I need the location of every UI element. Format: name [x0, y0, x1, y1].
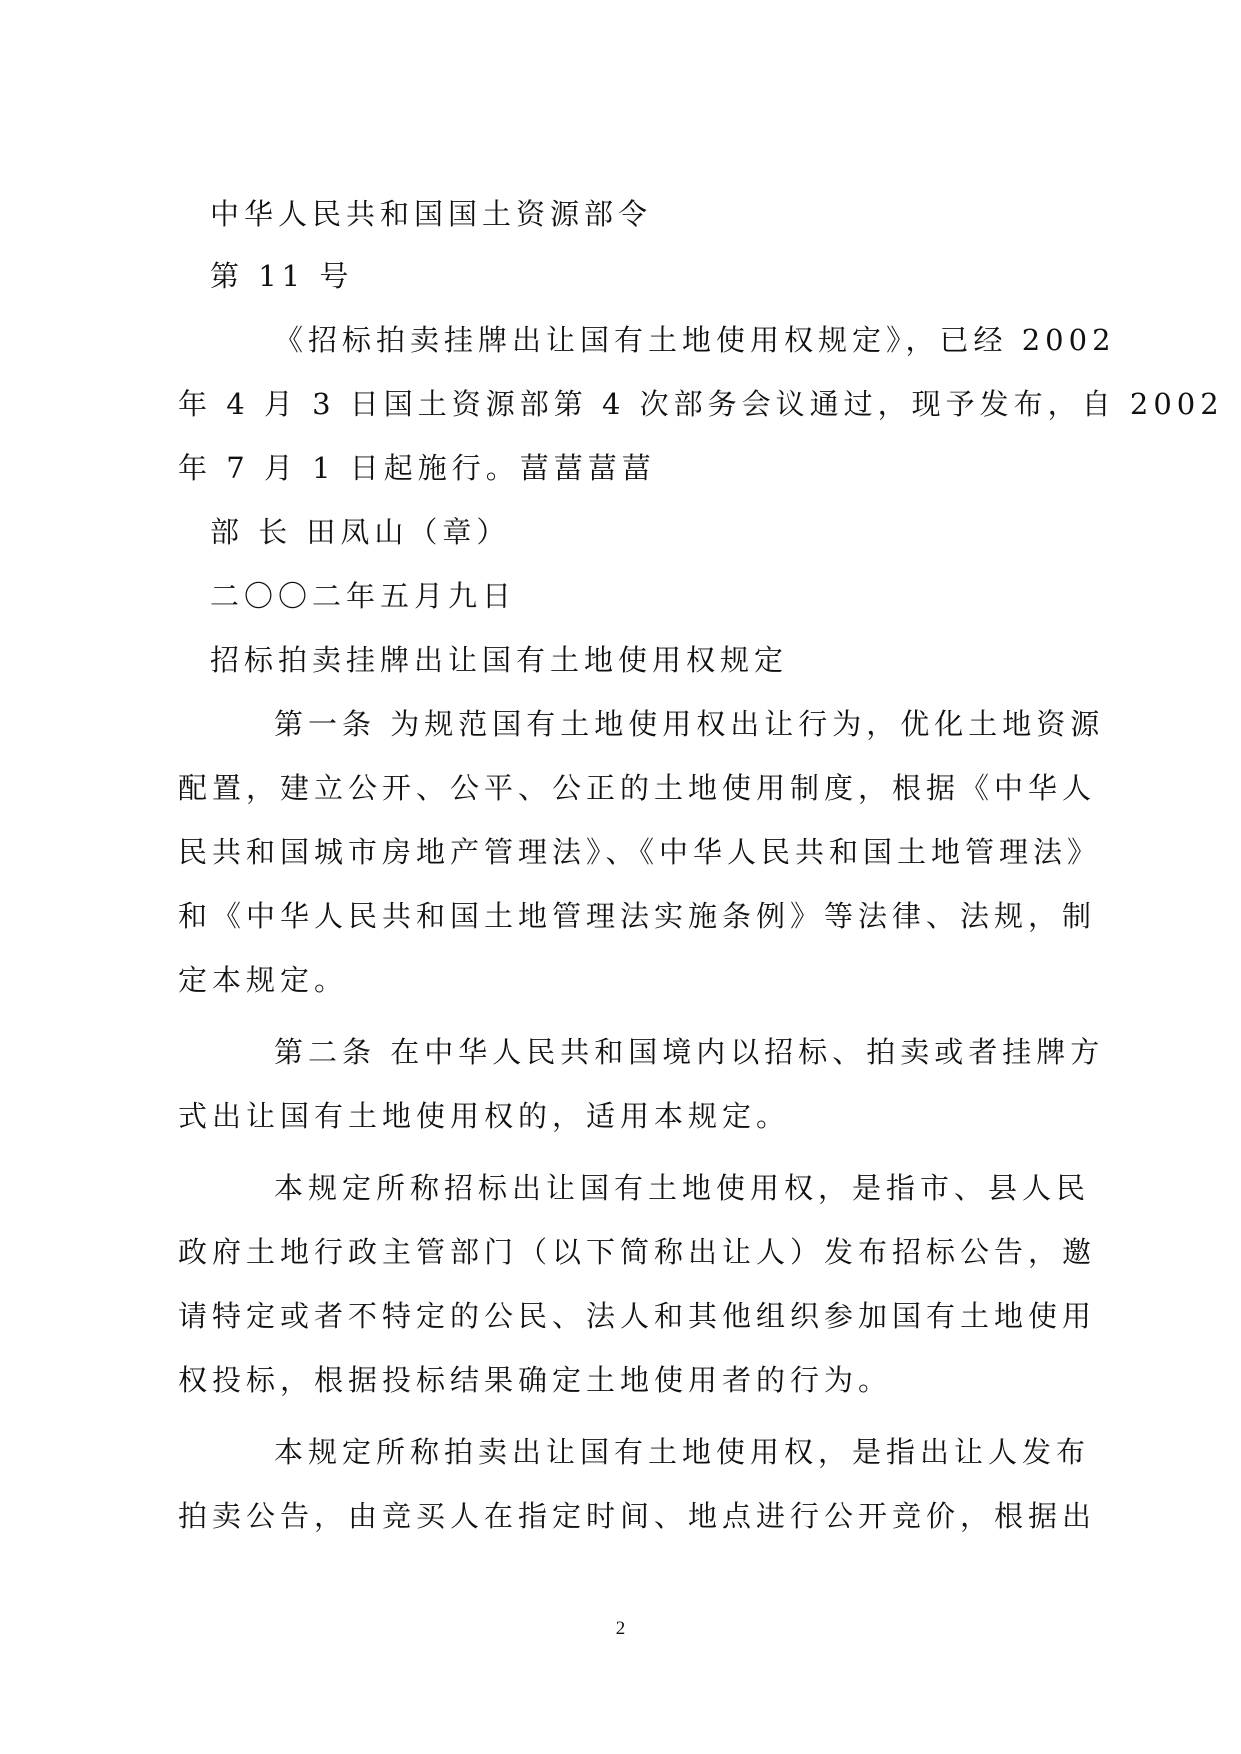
article-2-line-2: 式出让国有土地使用权的，适用本规定。 [178, 1099, 791, 1133]
issue-date: 二〇〇二年五月九日 [210, 579, 517, 613]
article-1-line-4: 和《中华人民共和国土地管理法实施条例》等法律、法规，制 [178, 899, 1097, 933]
tender-definition-line-1: 本规定所称招标出让国有土地使用权，是指市、县人民 [274, 1171, 1091, 1205]
article-1-line-5: 定本规定。 [178, 963, 349, 997]
auction-definition-line-1: 本规定所称拍卖出让国有土地使用权，是指出让人发布 [274, 1435, 1091, 1469]
article-1-line-3: 民共和国城市房地产管理法》、《中华人民共和国土地管理法》 [178, 835, 1102, 869]
article-2-line-1: 第二条 在中华人民共和国境内以招标、拍卖或者挂牌方 [274, 1035, 1105, 1069]
minister-signature: 部 长 田凤山（章） [210, 515, 511, 549]
tender-definition-line-4: 权投标，根据投标结果确定土地使用者的行为。 [178, 1363, 893, 1397]
order-title: 中华人民共和国国土资源部令 [210, 197, 653, 231]
auction-definition-line-2: 拍卖公告，由竞买人在指定时间、地点进行公开竞价，根据出 [178, 1499, 1097, 1533]
promulgation-text-line-2: 年 4 月 3 日国土资源部第 4 次部务会议通过，现予发布，自 2002 [178, 387, 1224, 421]
promulgation-text-line-1: 《招标拍卖挂牌出让国有土地使用权规定》，已经 2002 [274, 323, 1116, 357]
article-1-line-2: 配置，建立公开、公平、公正的土地使用制度，根据《中华人 [178, 771, 1097, 805]
tender-definition-line-3: 请特定或者不特定的公民、法人和其他组织参加国有土地使用 [178, 1299, 1097, 1333]
tender-definition-line-2: 政府土地行政主管部门（以下简称出让人）发布招标公告，邀 [178, 1235, 1097, 1269]
page-number: 2 [615, 1618, 626, 1639]
article-1-line-1: 第一条 为规范国有土地使用权出让行为，优化土地资源 [274, 707, 1105, 741]
regulation-title: 招标拍卖挂牌出让国有土地使用权规定 [210, 643, 789, 677]
order-number: 第 11 号 [210, 259, 354, 293]
promulgation-text-line-3: 年 7 月 1 日起施行。葍葍葍葍 [178, 451, 656, 485]
